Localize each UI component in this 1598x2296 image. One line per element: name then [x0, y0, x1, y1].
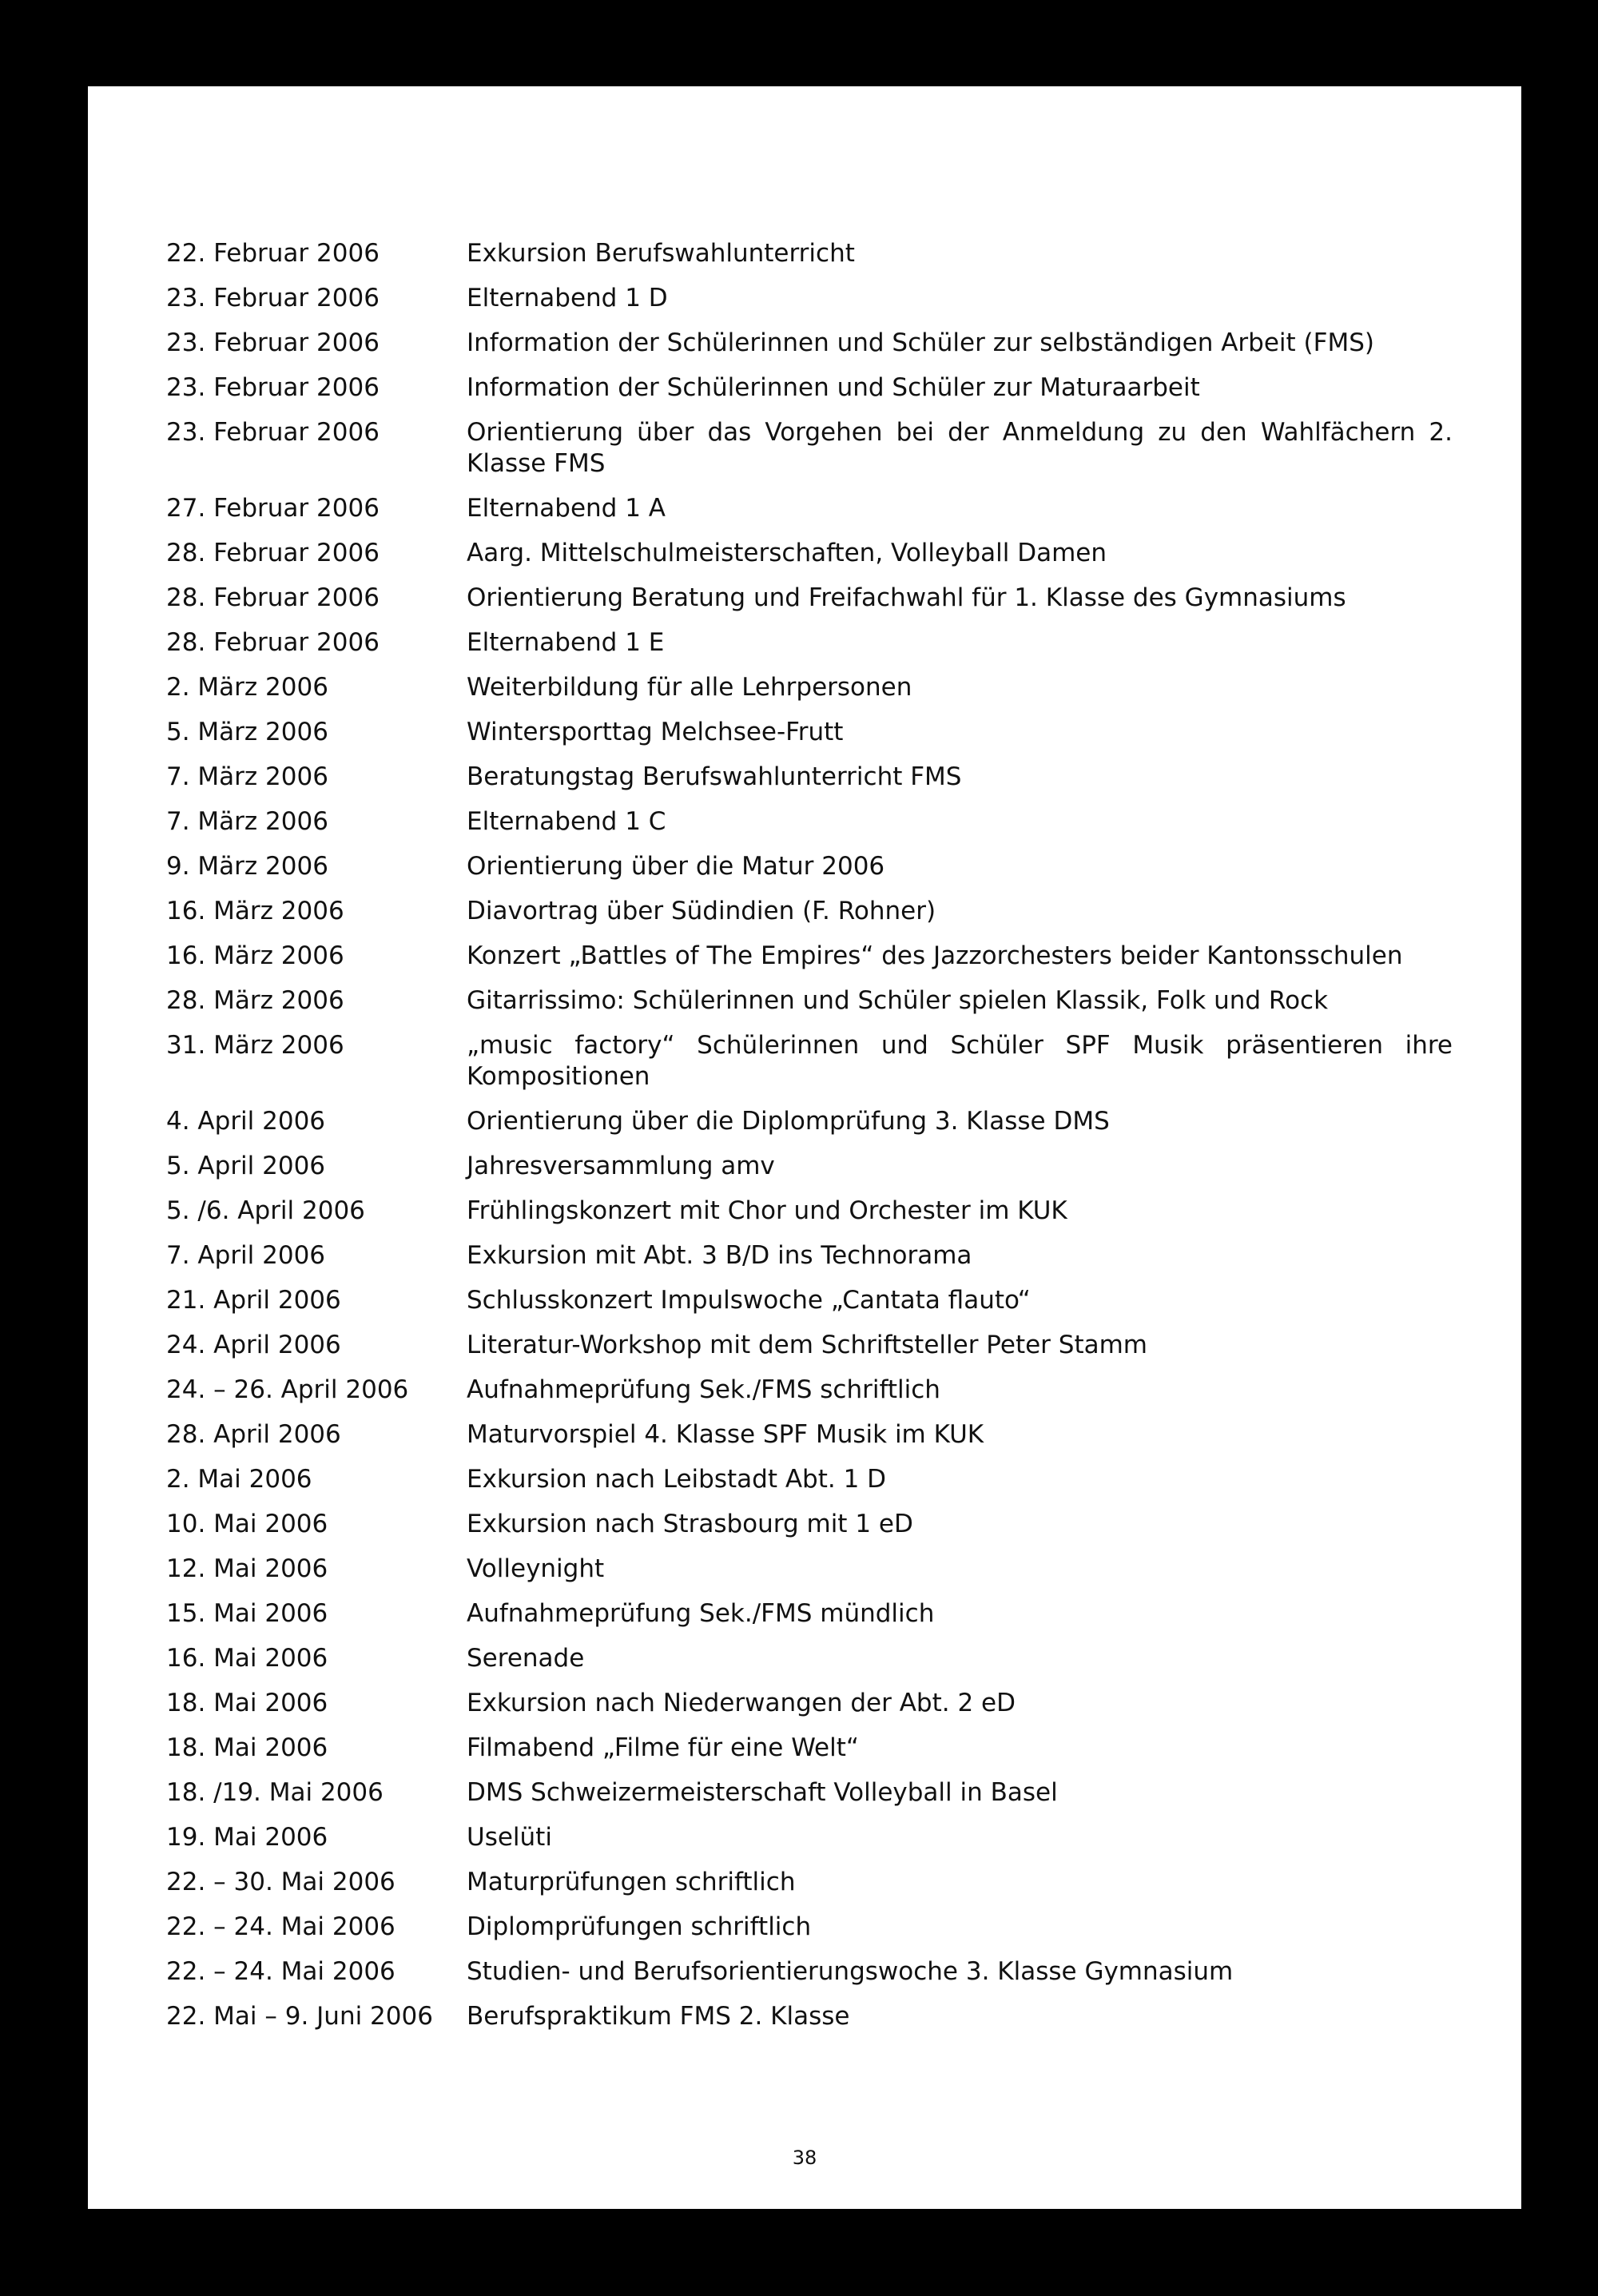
schedule-row — [166, 1464, 1453, 1495]
event-date: 21. April 2006 — [166, 1286, 341, 1315]
event-date: 7. März 2006 — [166, 807, 328, 836]
event-description: Beratungstag Berufswahlunterricht FMS — [467, 762, 962, 791]
event-description: Literatur-Workshop mit dem Schriftsteller Peter Stamm — [467, 1331, 1148, 1359]
page-number: 38 — [792, 2147, 817, 2169]
schedule-row — [166, 1196, 1453, 1227]
event-description: Exkursion nach Strasbourg mit 1 eD — [467, 1510, 913, 1538]
event-date: 4. April 2006 — [166, 1107, 326, 1136]
event-schedule — [166, 238, 1453, 2046]
schedule-row — [166, 1240, 1453, 1271]
schedule-row — [166, 1330, 1453, 1361]
event-description: Elternabend 1 C — [467, 807, 666, 836]
event-description: DMS Schweizermeisterschaft Volleyball in Basel — [467, 1778, 1058, 1807]
schedule-row — [166, 238, 1453, 269]
event-description: „music factory“ Schülerinnen und Schüler SPF Musik präsentieren ihre Kompositionen — [467, 1031, 1453, 1091]
event-date: 28. März 2006 — [166, 986, 344, 1015]
schedule-row — [166, 762, 1453, 793]
event-description: Diplomprüfungen schriftlich — [467, 1912, 812, 1941]
schedule-row — [166, 2001, 1453, 2032]
schedule-row — [166, 1643, 1453, 1674]
schedule-row — [166, 538, 1453, 569]
schedule-row — [166, 851, 1453, 882]
schedule-row — [166, 1419, 1453, 1450]
schedule-row — [166, 1598, 1453, 1629]
event-description: Orientierung über das Vorgehen bei der Anmeldung zu den Wahlfächern 2. Klasse FMS — [467, 418, 1453, 478]
event-date: 22. Mai – 9. Juni 2006 — [166, 2002, 433, 2031]
schedule-row — [166, 493, 1453, 524]
schedule-row — [166, 1106, 1453, 1137]
event-date: 10. Mai 2006 — [166, 1510, 328, 1538]
schedule-row — [166, 328, 1453, 359]
event-description: Maturvorspiel 4. Klasse SPF Musik im KUK — [467, 1420, 984, 1449]
event-description: Exkursion Berufswahlunterricht — [467, 239, 855, 268]
schedule-row — [166, 1285, 1453, 1316]
event-date: 5. /6. April 2006 — [166, 1196, 365, 1225]
event-date: 12. Mai 2006 — [166, 1554, 328, 1583]
event-description: Elternabend 1 E — [467, 628, 665, 657]
event-description: Berufspraktikum FMS 2. Klasse — [467, 2002, 850, 2031]
event-description: Aufnahmeprüfung Sek./FMS schriftlich — [467, 1375, 940, 1404]
event-date: 16. Mai 2006 — [166, 1644, 328, 1673]
event-description: Information der Schülerinnen und Schüler zur selbständigen Arbeit (FMS) — [467, 328, 1374, 357]
schedule-row — [166, 1554, 1453, 1585]
event-description: Studien- und Berufsorientierungswoche 3. Klasse Gymnasium — [467, 1957, 1234, 1986]
event-date: 16. März 2006 — [166, 941, 344, 970]
event-description: Exkursion mit Abt. 3 B/D ins Technorama — [467, 1241, 972, 1270]
event-description: Elternabend 1 A — [467, 494, 666, 523]
schedule-row — [166, 717, 1453, 748]
event-description: Aarg. Mittelschulmeisterschaften, Volleyball Damen — [467, 539, 1107, 567]
event-description: Filmabend „Filme für eine Welt“ — [467, 1733, 859, 1762]
event-date: 18. Mai 2006 — [166, 1733, 328, 1762]
schedule-row — [166, 985, 1453, 1017]
event-date: 23. Februar 2006 — [166, 284, 380, 312]
schedule-row — [166, 372, 1453, 404]
schedule-row — [166, 1822, 1453, 1853]
event-description: Gitarrissimo: Schülerinnen und Schüler spielen Klassik, Folk und Rock — [467, 986, 1329, 1015]
event-description: Exkursion nach Leibstadt Abt. 1 D — [467, 1465, 887, 1494]
event-date: 27. Februar 2006 — [166, 494, 380, 523]
schedule-row — [166, 1151, 1453, 1182]
event-description: Schlusskonzert Impulswoche „Cantata flauto“ — [467, 1286, 1031, 1315]
event-description: Exkursion nach Niederwangen der Abt. 2 eD — [467, 1689, 1016, 1717]
event-description: Uselüti — [467, 1823, 552, 1852]
event-date: 18. /19. Mai 2006 — [166, 1778, 384, 1807]
event-date: 16. März 2006 — [166, 897, 344, 925]
event-date: 7. März 2006 — [166, 762, 328, 791]
event-date: 23. Februar 2006 — [166, 373, 380, 402]
schedule-row — [166, 941, 1453, 972]
event-description: Konzert „Battles of The Empires“ des Jazzorchesters beider Kantonsschulen — [467, 941, 1403, 970]
schedule-row — [166, 1375, 1453, 1406]
document-page — [88, 86, 1521, 2209]
event-description: Elternabend 1 D — [467, 284, 668, 312]
schedule-row — [166, 896, 1453, 927]
event-date: 22. – 30. Mai 2006 — [166, 1868, 396, 1896]
schedule-row — [166, 806, 1453, 838]
event-description: Wintersporttag Melchsee-Frutt — [467, 718, 844, 746]
event-date: 22. Februar 2006 — [166, 239, 380, 268]
event-date: 24. – 26. April 2006 — [166, 1375, 409, 1404]
event-description: Weiterbildung für alle Lehrpersonen — [467, 673, 912, 702]
event-date: 5. April 2006 — [166, 1152, 326, 1180]
schedule-row — [166, 672, 1453, 703]
event-date: 28. April 2006 — [166, 1420, 341, 1449]
event-date: 19. Mai 2006 — [166, 1823, 328, 1852]
event-date: 24. April 2006 — [166, 1331, 341, 1359]
event-description: Orientierung über die Diplomprüfung 3. Klasse DMS — [467, 1107, 1110, 1136]
schedule-row — [166, 417, 1453, 479]
schedule-row — [166, 1912, 1453, 1943]
event-description: Information der Schülerinnen und Schüler zur Maturaarbeit — [467, 373, 1200, 402]
event-date: 22. – 24. Mai 2006 — [166, 1912, 396, 1941]
event-date: 18. Mai 2006 — [166, 1689, 328, 1717]
schedule-row — [166, 283, 1453, 314]
schedule-row — [166, 1688, 1453, 1719]
schedule-row — [166, 1956, 1453, 1988]
event-date: 23. Februar 2006 — [166, 418, 380, 447]
event-date: 22. – 24. Mai 2006 — [166, 1957, 396, 1986]
schedule-row — [166, 1867, 1453, 1898]
event-date: 28. Februar 2006 — [166, 628, 380, 657]
event-description: Orientierung Beratung und Freifachwahl für 1. Klasse des Gymnasiums — [467, 583, 1346, 612]
event-date: 31. März 2006 — [166, 1031, 344, 1060]
event-date: 28. Februar 2006 — [166, 583, 380, 612]
event-date: 5. März 2006 — [166, 718, 328, 746]
event-date: 7. April 2006 — [166, 1241, 326, 1270]
event-description: Diavortrag über Südindien (F. Rohner) — [467, 897, 936, 925]
event-description: Frühlingskonzert mit Chor und Orchester im KUK — [467, 1196, 1067, 1225]
event-description: Jahresversammlung amv — [467, 1152, 775, 1180]
event-date: 2. Mai 2006 — [166, 1465, 312, 1494]
schedule-row — [166, 1733, 1453, 1764]
event-description: Serenade — [467, 1644, 585, 1673]
event-date: 9. März 2006 — [166, 852, 328, 881]
schedule-row — [166, 1030, 1453, 1092]
event-description: Orientierung über die Matur 2006 — [467, 852, 885, 881]
schedule-row — [166, 1777, 1453, 1809]
event-date: 23. Februar 2006 — [166, 328, 380, 357]
event-date: 2. März 2006 — [166, 673, 328, 702]
schedule-row — [166, 583, 1453, 614]
schedule-row — [166, 627, 1453, 659]
event-date: 28. Februar 2006 — [166, 539, 380, 567]
event-description: Volleynight — [467, 1554, 605, 1583]
schedule-row — [166, 1509, 1453, 1540]
event-date: 15. Mai 2006 — [166, 1599, 328, 1628]
event-description: Aufnahmeprüfung Sek./FMS mündlich — [467, 1599, 935, 1628]
event-description: Maturprüfungen schriftlich — [467, 1868, 796, 1896]
